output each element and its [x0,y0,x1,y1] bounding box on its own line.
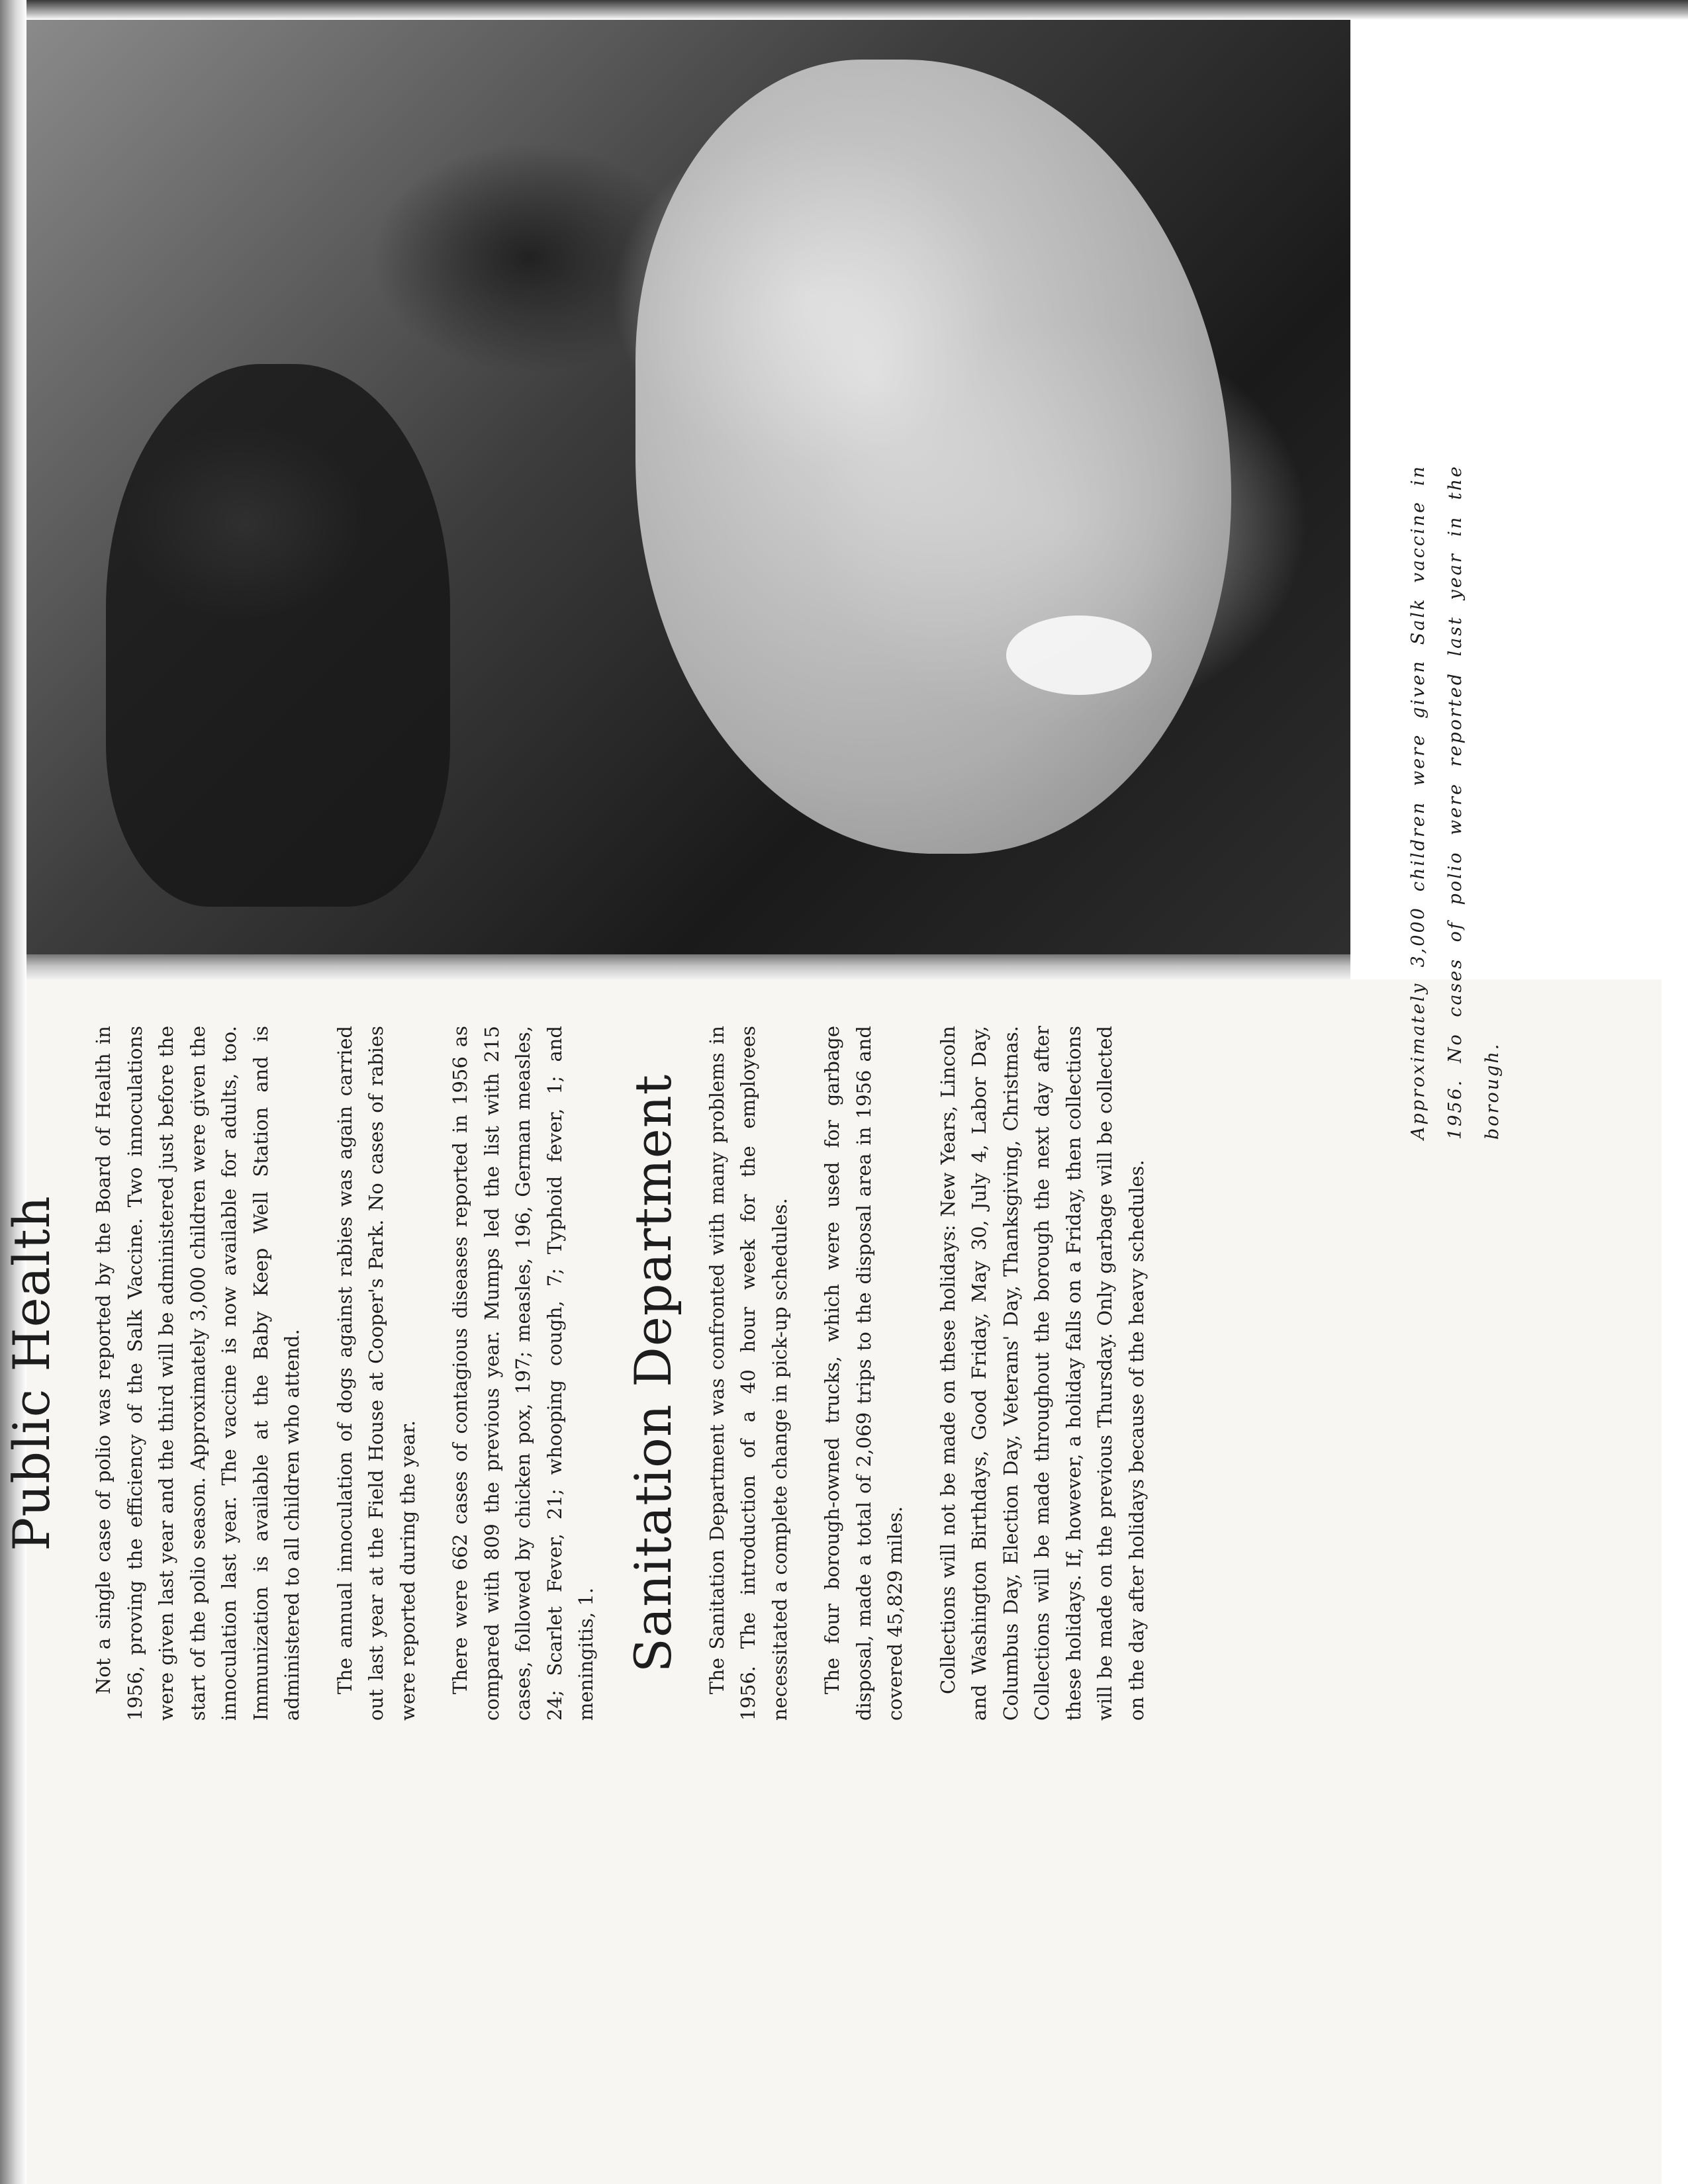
public-health-paragraph: Not a single case of polio was reported by the Board of Health in 1956, proving the efficiency of the Salk Vaccine. Two innoculations were given last year and the third will be administered just before the start of the polio season. Approximately 3,000 children were given the innoculation last year. The vaccine is now available for adults, too. Immunization is available at the Baby Keep Well Station and is administered to all children who attend. [92,1026,303,1721]
sanitation-paragraph: The four borough-owned trucks, which were used for garbage disposal, made a total of 2,069 trips to the disposal area in 1956 and covered 45,829 miles. [821,1026,906,1721]
photo-parent-figure [635,60,1231,854]
public-health-heading: Public Health [2,1195,61,1551]
sanitation-paragraph: Collections will not be made on these holidays: New Years, Lincoln and Washington Birthdays, Good Friday, May 30, July 4, Labor Day, Columbus Day, Election Day, Veterans' Day, Thanksgiving, Christmas. Collections will be made throughout the borough the next day after these holidays. If, however, a holiday falls on a Friday, then collections will be made on the previous Thursday. Only garbage will be collected on the day after holidays because of the heavy schedules. [936,1026,1148,1721]
photo-doctor-figure [106,364,450,907]
photo-caption: Approximately 3,000 children were given Salk vaccine in 1956. No cases of polio were reported last year in the borough. [1408,465,1503,1140]
photo-child-shoes [1006,615,1152,695]
sanitation-paragraph: The Sanitation Department was confronted with many problems in 1956. The introduction of a 40 hour week for the employees necessitated a complete change in pick-up schedules. [705,1026,791,1721]
public-health-paragraph: There were 662 cases of contagious diseases reported in 1956 as compared with 809 the previous year. Mumps led the list with 215 cases, followed by chicken pox, 197; measles, 196, German measles, 24; Scarlet Fever, 21; whooping cough, 7; Typhoid fever, 1; and meningitis, 1. [449,1026,597,1721]
book-gutter [26,953,1350,979]
sanitation-heading: Sanitation Department [623,1073,682,1673]
article-column [2,1026,1233,1721]
scan-edge-top [0,0,1688,20]
public-health-paragraph: The annual innoculation of dogs against rabies was again carried out last year at the Field House at Cooper's Park. No cases of rabies were reported during the year. [333,1026,419,1721]
vaccination-photo [26,20,1350,954]
